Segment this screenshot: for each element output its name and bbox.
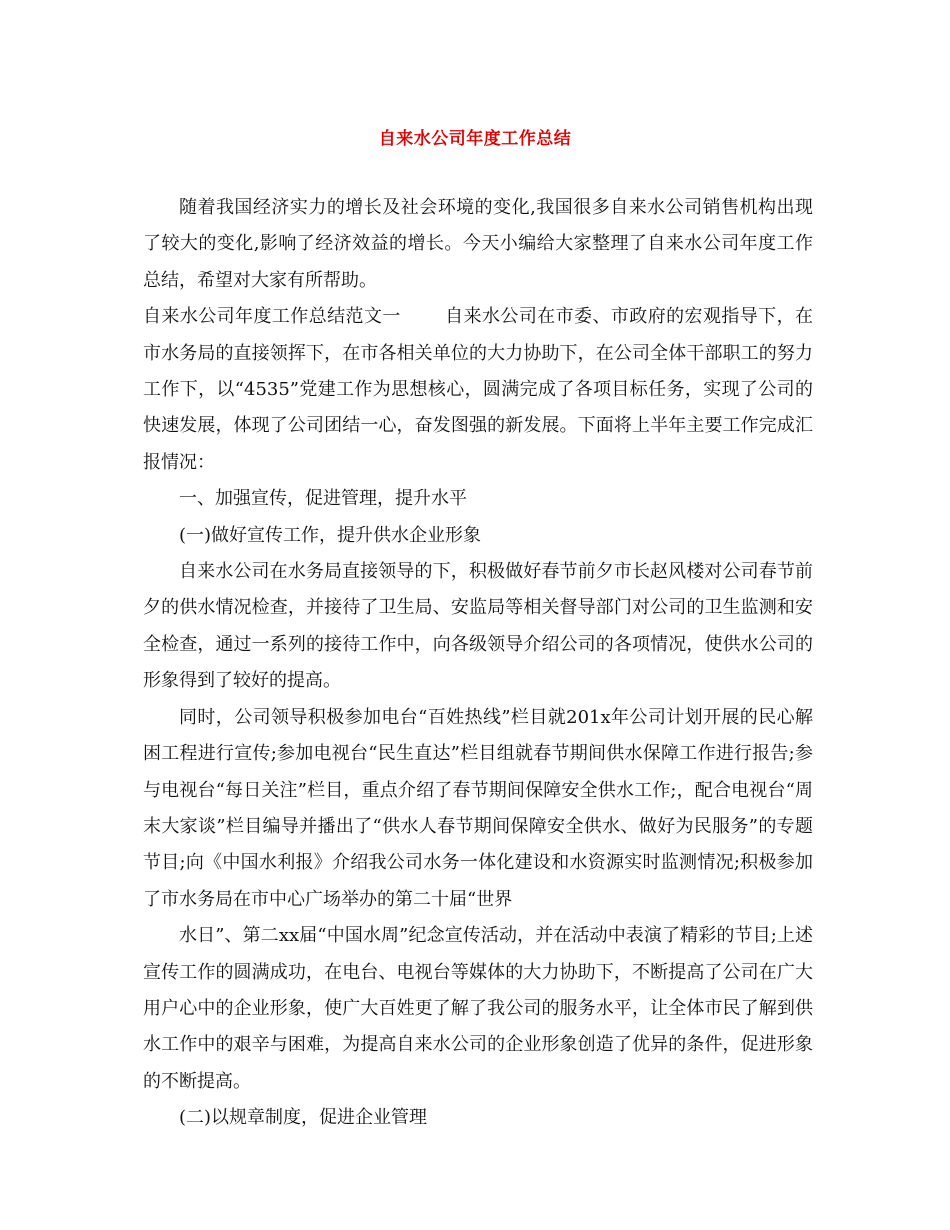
body-paragraph-1: 自来水公司在水务局直接领导的下，积极做好春节前夕市长赵风楼对公司春节前夕的供水情况检查，并接待了卫生局、安监局等相关督导部门对公司的卫生监测和安全检查，通过一系列的接待工作中，向各级领导介绍公司的各项情况，使供水公司的形象得到了较好的提高。 <box>143 561 813 692</box>
sample-heading: 自来水公司年度工作总结范文一 <box>143 306 401 328</box>
subsection-heading-2: (二)以规章制度，促进企业管理 <box>179 1107 428 1129</box>
sample-paragraph <box>143 299 813 481</box>
subsection-heading-1: (一)做好宣传工作，提升供水企业形象 <box>179 524 482 546</box>
sample-body: 自来水公司在市委、市政府的宏观指导下，在市水务局的直接领挥下，在市各相关单位的大力协助下，在公司全体干部职工的努力工作下，以“4535”党建工作为思想核心，圆满完成了各项目标任务，实现了公司的快速发展，体现了公司团结一心，奋发图强的新发展。下面将上半年主要工作完成汇报情况： <box>143 306 813 473</box>
body-paragraph-3: 水日”、第二xx届“中国水周”纪念宣传活动，并在活动中表演了精彩的节目;上述宣传工作的圆满成功，在电台、电视台等媒体的大力协助下，不断提高了公司在广大用户心中的企业形象，使广大百姓更了解了我公司的服务水平，让全体市民了解到供水工作中的艰辛与困难，为提高自来水公司的企业形象创造了优异的条件，促进形象的不断提高。 <box>143 925 813 1092</box>
document-body <box>143 190 813 1137</box>
section-heading-1: 一、加强宣传，促进管理，提升水平 <box>179 488 467 510</box>
document-title: 自来水公司年度工作总结 <box>378 129 572 149</box>
body-paragraph-2: 同时，公司领导积极参加电台“百姓热线”栏目就201x年公司计划开展的民心解困工程进行宣传;参加电视台“民生直达”栏目组就春节期间供水保障工作进行报告;参与电视台“每日关注”栏目，重点介绍了春节期间保障安全供水工作;，配合电视台“周末大家谈”栏目编导并播出了“供水人春节期间保障安全供水、做好为民服务”的专题节目;向《中国水利报》介绍我公司水务一体化建设和水资源实时监测情况;积极参加了市水务局在市中心广场举办的第二十届“世界 <box>143 706 813 910</box>
intro-paragraph: 随着我国经济实力的增长及社会环境的变化,我国很多自来水公司销售机构出现了较大的变化,影响了经济效益的增长。今天小编给大家整理了自来水公司年度工作总结，希望对大家有所帮助。 <box>143 197 813 291</box>
